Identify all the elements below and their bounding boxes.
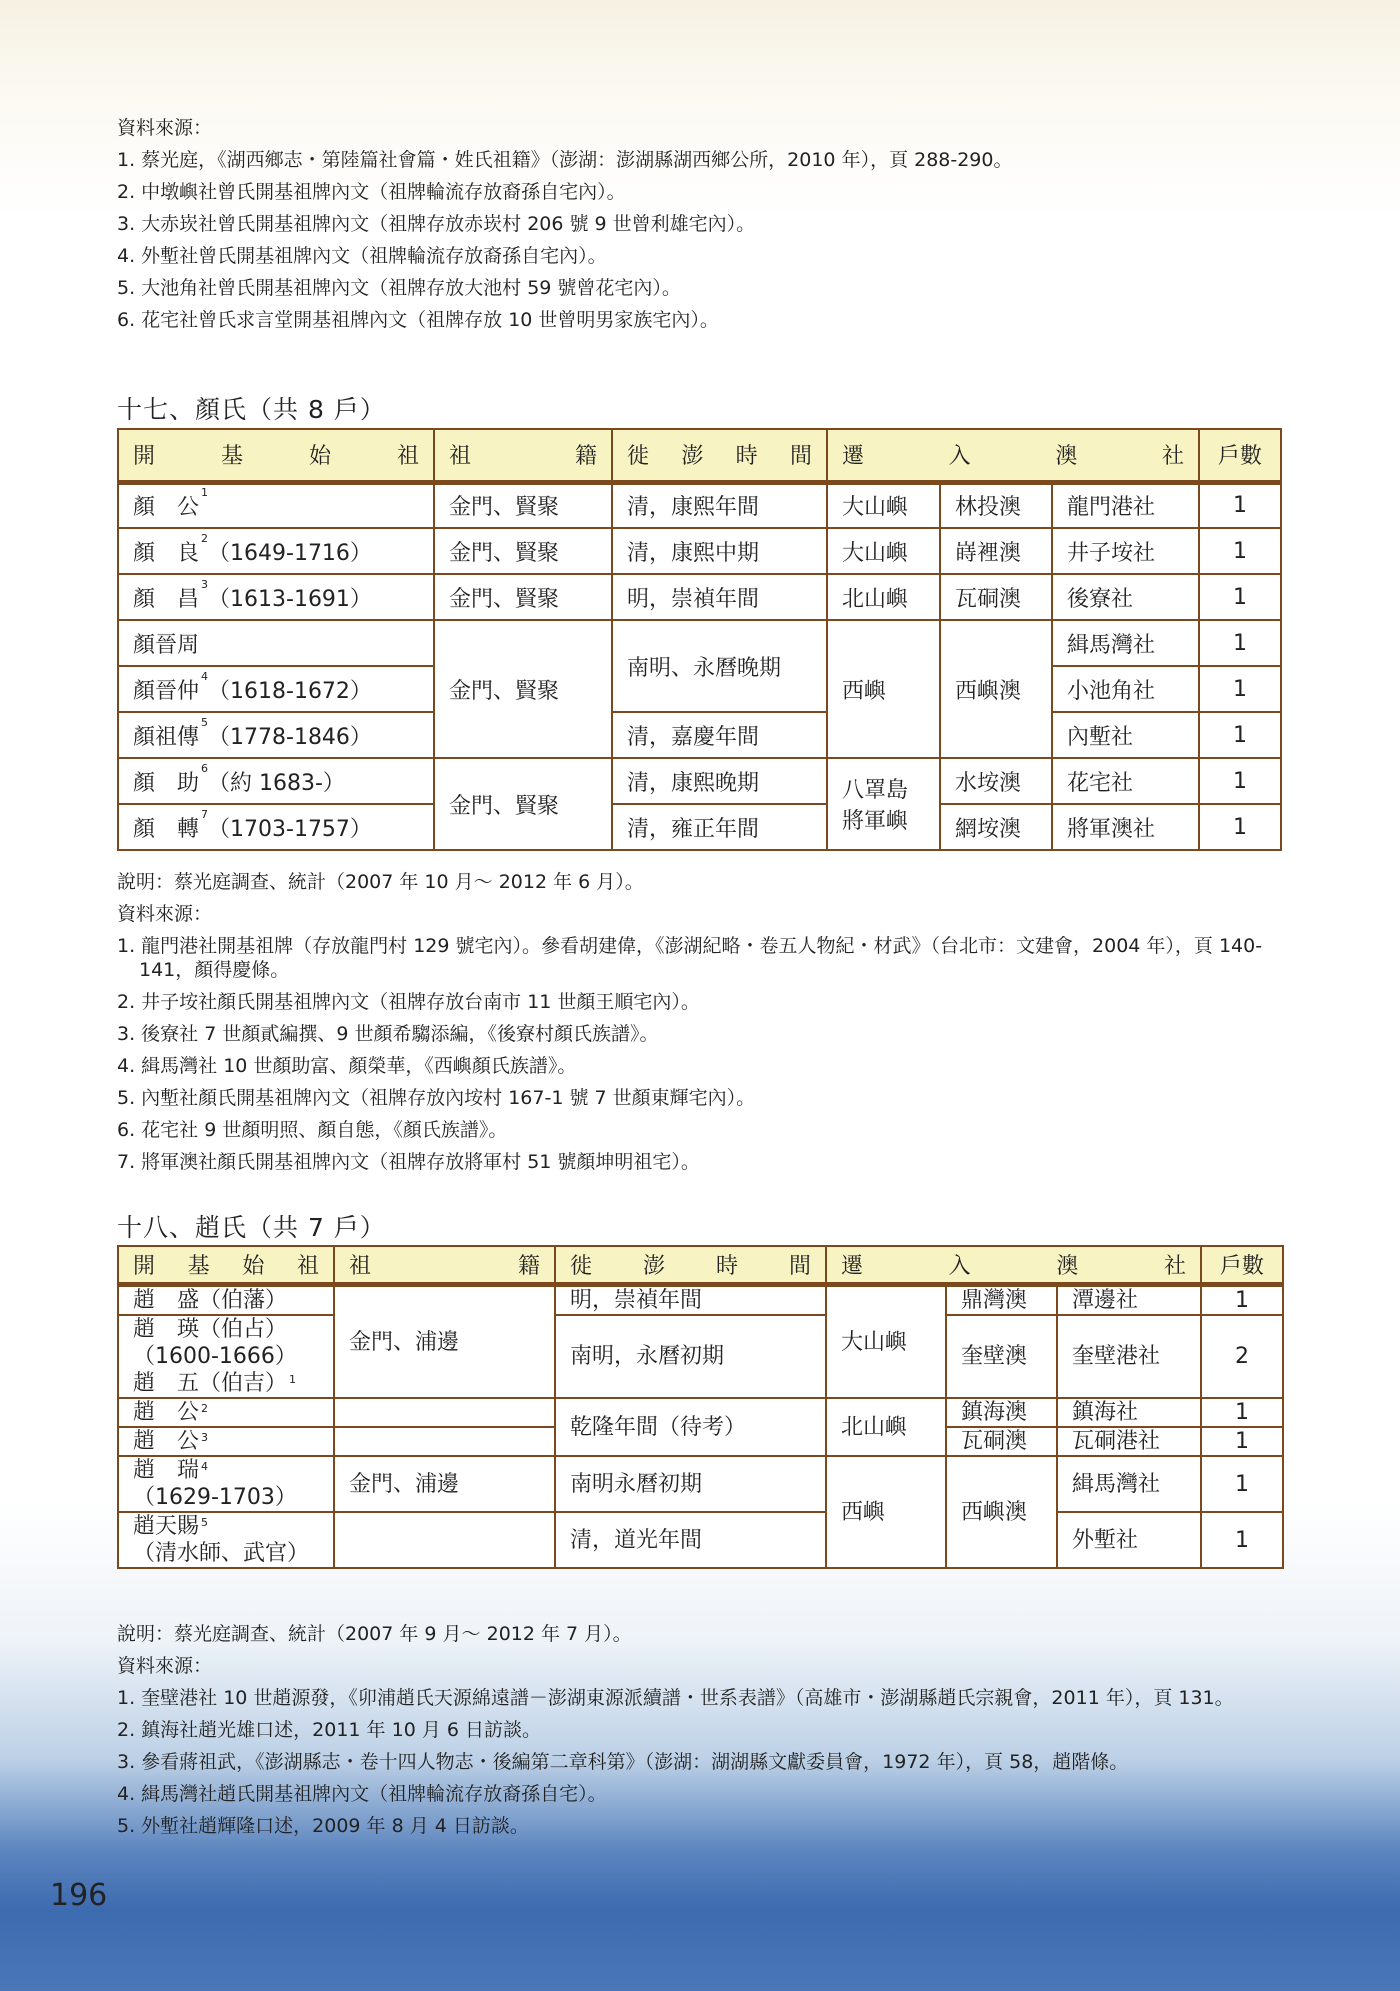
cell-text: 八罩島 將軍嶼 [842, 778, 909, 834]
cell-text: 南明永曆初期 [570, 1471, 703, 1497]
table-row [118, 758, 1281, 804]
table-row [118, 620, 1281, 666]
cell-she [1057, 1398, 1201, 1427]
cell-founder [118, 712, 434, 758]
header-households: 戶數 [1199, 429, 1281, 482]
source-item: 1. 龍門港社開基祖牌（存放龍門村 129 號宅內）。參看胡建偉，《澎湖紀略・卷五人物紀・材武》（台北市：文建會，2004 年），頁 140-141，顏得慶條。 [117, 935, 1263, 981]
sources-label: 資料來源： [117, 117, 213, 139]
cell-origin [334, 1285, 555, 1399]
cell-text: 1 [1235, 1527, 1250, 1553]
cell-founder [118, 666, 434, 712]
cell-migration-time [612, 620, 827, 712]
cell-text: 趙 瑞 [133, 1458, 200, 1483]
cell-origin [434, 574, 612, 620]
table-row [118, 574, 1281, 620]
cell-households [1201, 1512, 1283, 1568]
cell-text: 水垵澳 [955, 770, 1022, 796]
cell-origin [334, 1456, 555, 1512]
sources-label: 資料來源： [117, 903, 213, 925]
cell-text: 1 [1235, 1471, 1250, 1497]
cell-migration-time [612, 482, 827, 528]
cell-text: 1 [1235, 1429, 1250, 1454]
cell-island [827, 574, 940, 620]
cell-text: 北山嶼 [841, 1414, 908, 1440]
cell-households [1199, 758, 1281, 804]
source-item: 5. 內塹社顏氏開基祖牌內文（祖牌存放內垵村 167-1 號 7 世顏東輝宅內）。 [117, 1087, 756, 1109]
cell-founder [118, 758, 434, 804]
cell-migration-time [555, 1398, 826, 1456]
cell-text: 顏祖傳 [133, 724, 200, 750]
source-item: 6. 花宅社 9 世顏明照、顏自態，《顏氏族譜》。 [117, 1119, 508, 1141]
footnote-ref: 5 [201, 715, 209, 729]
header-time: 徙澎時間 [612, 429, 827, 482]
cell-text: 緝馬灣社 [1072, 1471, 1161, 1497]
cell-text: 清，嘉慶年間 [627, 724, 760, 750]
cell-origin [434, 482, 612, 528]
cell-ao [946, 1398, 1057, 1427]
cell-text: 瓦硐港社 [1072, 1429, 1161, 1454]
cell-she [1057, 1512, 1201, 1568]
cell-island [827, 528, 940, 574]
cell-text: 瓦硐澳 [955, 586, 1022, 612]
yan-section [117, 390, 1297, 426]
cell-text: 顏晉周 [133, 632, 200, 658]
cell-island [826, 1398, 946, 1456]
page-number: 196 [50, 1878, 108, 1913]
cell-text: 潭邊社 [1072, 1288, 1139, 1313]
source-item: 2. 鎮海社趙光雄口述，2011 年 10 月 6 日訪談。 [117, 1719, 541, 1741]
cell-she [1052, 712, 1199, 758]
cell-text: 南明、永曆晚期 [627, 655, 782, 681]
cell-she [1057, 1285, 1201, 1316]
source-item: 3. 參看蔣祖武，《澎湖縣志・卷十四人物志・後編第二章科第》（澎湖：湖湖縣文獻委員會，1972 年），頁 58，趙階條。 [117, 1751, 1129, 1773]
source-list [117, 144, 1297, 336]
cell-ao [940, 758, 1052, 804]
survey-note: 說明：蔡光庭調查、統計（2007 年 10 月～ 2012 年 6 月）。 [117, 871, 644, 893]
cell-migration-time [612, 574, 827, 620]
source-item: 3. 大赤崁社曾氏開基祖牌內文（祖牌存放赤崁村 206 號 9 世曾利雄宅內）。 [117, 213, 756, 235]
cell-households [1201, 1315, 1283, 1398]
cell-text: 乾隆年間（待考） [570, 1414, 747, 1440]
cell-origin [334, 1427, 555, 1456]
cell-she [1052, 666, 1199, 712]
cell-households [1201, 1456, 1283, 1512]
section-title: 十七、顏氏（共 8 戶） [117, 395, 386, 424]
source-item: 1. 蔡光庭，《湖西鄉志・第陸篇社會篇・姓氏祖籍》（澎湖：澎湖縣湖西鄉公所，2010 年），頁 288-290。 [117, 149, 1013, 171]
cell-text: 顏 轉 [133, 816, 200, 842]
table-row [118, 1315, 1283, 1398]
cell-text: 龍門港社 [1067, 495, 1156, 521]
cell-founder [118, 620, 434, 666]
cell-text: 金門、賢聚 [449, 586, 560, 612]
source-item: 1. 奎壁港社 10 世趙源發，《卯浦趙氏天源綿遠譜－澎湖東源派續譜・世系表譜》（高雄市・澎湖縣趙氏宗親會，2011 年），頁 131。 [117, 1687, 1234, 1709]
cell-text: 1 [1233, 493, 1248, 519]
cell-households [1201, 1285, 1283, 1316]
cell-text: 井子垵社 [1067, 540, 1156, 566]
cell-text: 金門、賢聚 [449, 495, 560, 521]
cell-households [1199, 666, 1281, 712]
cell-she [1057, 1456, 1201, 1512]
cell-text: 後寮社 [1067, 586, 1134, 612]
cell-years: （1618-1672） [208, 678, 372, 704]
source-item: 6. 花宅社曾氏求言堂開基祖牌內文（祖牌存放 10 世曾明男家族宅內）。 [117, 309, 719, 331]
table-row [118, 1398, 1283, 1427]
cell-text: 西嶼澳 [955, 678, 1022, 704]
source-list [117, 934, 1297, 1178]
cell-text: 南明，永曆初期 [570, 1344, 725, 1369]
cell-ao [940, 482, 1052, 528]
footnote-ref: 1 [289, 1373, 297, 1386]
cell-text: 鎮海澳 [961, 1400, 1028, 1425]
cell-text: 鼎灣澳 [961, 1288, 1028, 1313]
cell-island [826, 1456, 946, 1568]
cell-founder [118, 1398, 334, 1427]
cell-ao [940, 804, 1052, 850]
cell-text: 小池角社 [1067, 678, 1156, 704]
cell-founder [118, 1512, 334, 1568]
cell-text: 瓦硐澳 [961, 1429, 1028, 1454]
cell-text: 北山嶼 [842, 586, 909, 612]
cell-text: 顏晉仲 [133, 678, 200, 704]
cell-text: 顏 昌 [133, 586, 200, 612]
cell-text: 西嶼 [841, 1499, 886, 1525]
source-item: 4. 緝馬灣社趙氏開基祖牌內文（祖牌輪流存放裔孫自宅）。 [117, 1783, 607, 1805]
cell-founder [118, 1427, 334, 1456]
cell-text: 林投澳 [955, 495, 1022, 521]
cell-she [1052, 528, 1199, 574]
cell-households [1199, 574, 1281, 620]
footnote-ref: 7 [201, 807, 209, 821]
cell-text: 清，雍正年間 [627, 816, 760, 842]
cell-text: 1 [1235, 1400, 1250, 1425]
zhao-section [117, 1208, 1297, 1244]
cell-text: 1 [1233, 676, 1248, 702]
cell-origin [434, 620, 612, 758]
cell-she [1052, 620, 1199, 666]
source-item: 2. 井子垵社顏氏開基祖牌內文（祖牌存放台南市 11 世顏王順宅內）。 [117, 991, 700, 1013]
sources-label: 資料來源： [117, 1655, 213, 1677]
cell-text: 1 [1233, 768, 1248, 794]
cell-ao [946, 1285, 1057, 1316]
cell-text: 外塹社 [1072, 1527, 1139, 1553]
cell-text: 將軍澳社 [1067, 816, 1156, 842]
source-item: 2. 中墩嶼社曾氏開基祖牌內文（祖牌輪流存放裔孫自宅內）。 [117, 181, 626, 203]
cell-she [1052, 482, 1199, 528]
cell-migration-time [612, 804, 827, 850]
source-item: 7. 將軍澳社顏氏開基祖牌內文（祖牌存放將軍村 51 號顏坤明祖宅）。 [117, 1151, 700, 1173]
sources-zeng [117, 112, 1297, 336]
cell-text: 1 [1233, 584, 1248, 610]
cell-origin [434, 528, 612, 574]
cell-she [1052, 804, 1199, 850]
cell-text: 緝馬灣社 [1067, 632, 1156, 658]
cell-migration-time [612, 758, 827, 804]
cell-ao [940, 528, 1052, 574]
footnote-ref: 2 [201, 1402, 209, 1415]
cell-text: 清，康熙中期 [627, 540, 760, 566]
cell-text: 1 [1233, 630, 1248, 656]
cell-founder [118, 804, 434, 850]
cell-households [1199, 528, 1281, 574]
cell-years: （約 1683-） [208, 770, 345, 796]
cell-years: （1649-1716） [208, 540, 372, 566]
cell-text: 金門、賢聚 [449, 540, 560, 566]
cell-ao [946, 1315, 1057, 1398]
footnote-ref: 4 [201, 669, 209, 683]
footnote-ref: 2 [201, 531, 209, 545]
cell-migration-time [555, 1315, 826, 1398]
footnote-ref: 1 [201, 486, 209, 500]
cell-she [1057, 1427, 1201, 1456]
section-title: 十八、趙氏（共 7 戶） [117, 1213, 386, 1242]
source-item: 4. 緝馬灣社 10 世顏助富、顏榮華，《西嶼顏氏族譜》。 [117, 1055, 577, 1077]
cell-text: 西嶼澳 [961, 1499, 1028, 1525]
cell-text: 1 [1233, 814, 1248, 840]
cell-migration-time [555, 1456, 826, 1512]
cell-text: 明，崇禎年間 [627, 586, 760, 612]
cell-text: 清，康熙晚期 [627, 770, 760, 796]
header-time: 徙澎時間 [555, 1246, 826, 1285]
cell-text: 西嶼 [842, 678, 887, 704]
cell-founder [118, 528, 434, 574]
cell-text: 趙天賜 [133, 1514, 200, 1539]
cell-households [1201, 1398, 1283, 1427]
cell-years: （1613-1691） [208, 586, 372, 612]
source-item: 5. 大池角社曾氏開基祖牌內文（祖牌存放大池村 59 號曾花宅內）。 [117, 277, 681, 299]
cell-text: 顏 良 [133, 540, 200, 566]
header-origin: 祖籍 [434, 429, 612, 482]
cell-founder [118, 482, 434, 528]
cell-text: 鎮海社 [1072, 1400, 1139, 1425]
cell-text: 大山嶼 [841, 1329, 908, 1355]
cell-text: 清，道光年間 [570, 1527, 703, 1553]
cell-ao [946, 1427, 1057, 1456]
cell-island [827, 482, 940, 528]
cell-years: （1629-1703） [133, 1485, 297, 1510]
table-row [118, 482, 1281, 528]
cell-founder [118, 574, 434, 620]
cell-text: 明，崇禎年間 [570, 1288, 703, 1313]
cell-text: 花宅社 [1067, 770, 1134, 796]
cell-migration-time [612, 712, 827, 758]
cell-text: 1 [1233, 722, 1248, 748]
cell-island [826, 1285, 946, 1399]
source-list [117, 1686, 1297, 1842]
cell-households [1201, 1427, 1283, 1456]
source-item: 3. 後寮社 7 世顏貳編撰、9 世顏希騶添編，《後寮村顏氏族譜》。 [117, 1023, 659, 1045]
cell-text: 清，康熙年間 [627, 495, 760, 521]
cell-text: 趙 瑛（伯占） （1600-1666） 趙 五（伯吉） [133, 1317, 297, 1396]
header-settlement: 遷入澳社 [827, 429, 1199, 482]
zhao-table-wrap [117, 1245, 1282, 1569]
cell-island [827, 620, 940, 758]
source-item: 5. 外塹社趙輝隆口述，2009 年 8 月 4 日訪談。 [117, 1815, 529, 1837]
cell-founder [118, 1456, 334, 1512]
header-founder: 開基始祖 [118, 429, 434, 482]
cell-years: （1778-1846） [208, 724, 372, 750]
cell-years: （清水師、武官） [133, 1541, 310, 1566]
cell-years: （1703-1757） [208, 816, 372, 842]
cell-text: 1 [1235, 1288, 1250, 1313]
cell-text: 趙 公 [133, 1429, 200, 1454]
table-row [118, 712, 1281, 758]
cell-text: 奎壁澳 [961, 1344, 1028, 1369]
cell-text: 顏 助 [133, 770, 200, 796]
footnote-ref: 3 [201, 577, 209, 591]
cell-households [1199, 712, 1281, 758]
cell-text: 奎壁港社 [1072, 1344, 1161, 1369]
cell-households [1199, 482, 1281, 528]
cell-she [1052, 758, 1199, 804]
notes-yan [117, 866, 1297, 1178]
cell-ao [946, 1456, 1057, 1568]
header-founder: 開基始祖 [118, 1246, 334, 1285]
footnote-ref: 4 [201, 1460, 209, 1473]
table-row [118, 1285, 1283, 1316]
footnote-ref: 3 [201, 1431, 209, 1444]
cell-text: 金門、浦邊 [349, 1471, 460, 1497]
cell-she [1057, 1315, 1201, 1398]
cell-text: 金門、賢聚 [449, 678, 560, 704]
cell-text: 嵵裡澳 [955, 540, 1022, 566]
cell-text: 趙 公 [133, 1400, 200, 1425]
header-settlement: 遷入澳社 [826, 1246, 1201, 1285]
cell-island [827, 758, 940, 850]
yan-table-wrap [117, 428, 1282, 851]
header-origin: 祖籍 [334, 1246, 555, 1285]
cell-text: 大山嶼 [842, 540, 909, 566]
yan-table [117, 428, 1282, 851]
header-households: 戶數 [1201, 1246, 1283, 1285]
cell-text: 顏 公 [133, 495, 200, 521]
cell-ao [940, 620, 1052, 758]
cell-text: 趙 盛（伯藩） [133, 1288, 288, 1313]
cell-origin [334, 1398, 555, 1427]
table-row [118, 1456, 1283, 1512]
footnote-ref: 6 [201, 761, 209, 775]
cell-text: 2 [1235, 1344, 1250, 1369]
table-row [118, 804, 1281, 850]
cell-text: 內塹社 [1067, 724, 1134, 750]
zhao-table [117, 1245, 1284, 1569]
cell-households [1199, 804, 1281, 850]
table-row [118, 1512, 1283, 1568]
cell-households [1199, 620, 1281, 666]
cell-text: 1 [1233, 538, 1248, 564]
notes-zhao [117, 1618, 1297, 1842]
cell-origin [434, 758, 612, 850]
cell-founder [118, 1285, 334, 1316]
cell-migration-time [555, 1512, 826, 1568]
cell-migration-time [555, 1285, 826, 1316]
cell-text: 金門、浦邊 [349, 1329, 460, 1355]
cell-text: 金門、賢聚 [449, 793, 560, 819]
source-item: 4. 外塹社曾氏開基祖牌內文（祖牌輪流存放裔孫自宅內）。 [117, 245, 607, 267]
cell-origin [334, 1512, 555, 1568]
cell-she [1052, 574, 1199, 620]
cell-ao [940, 574, 1052, 620]
cell-migration-time [612, 528, 827, 574]
survey-note: 說明：蔡光庭調查、統計（2007 年 9 月～ 2012 年 7 月）。 [117, 1623, 632, 1645]
cell-founder [118, 1315, 334, 1398]
footnote-ref: 5 [201, 1516, 209, 1529]
cell-text: 網垵澳 [955, 816, 1022, 842]
cell-text: 大山嶼 [842, 495, 909, 521]
table-row [118, 528, 1281, 574]
